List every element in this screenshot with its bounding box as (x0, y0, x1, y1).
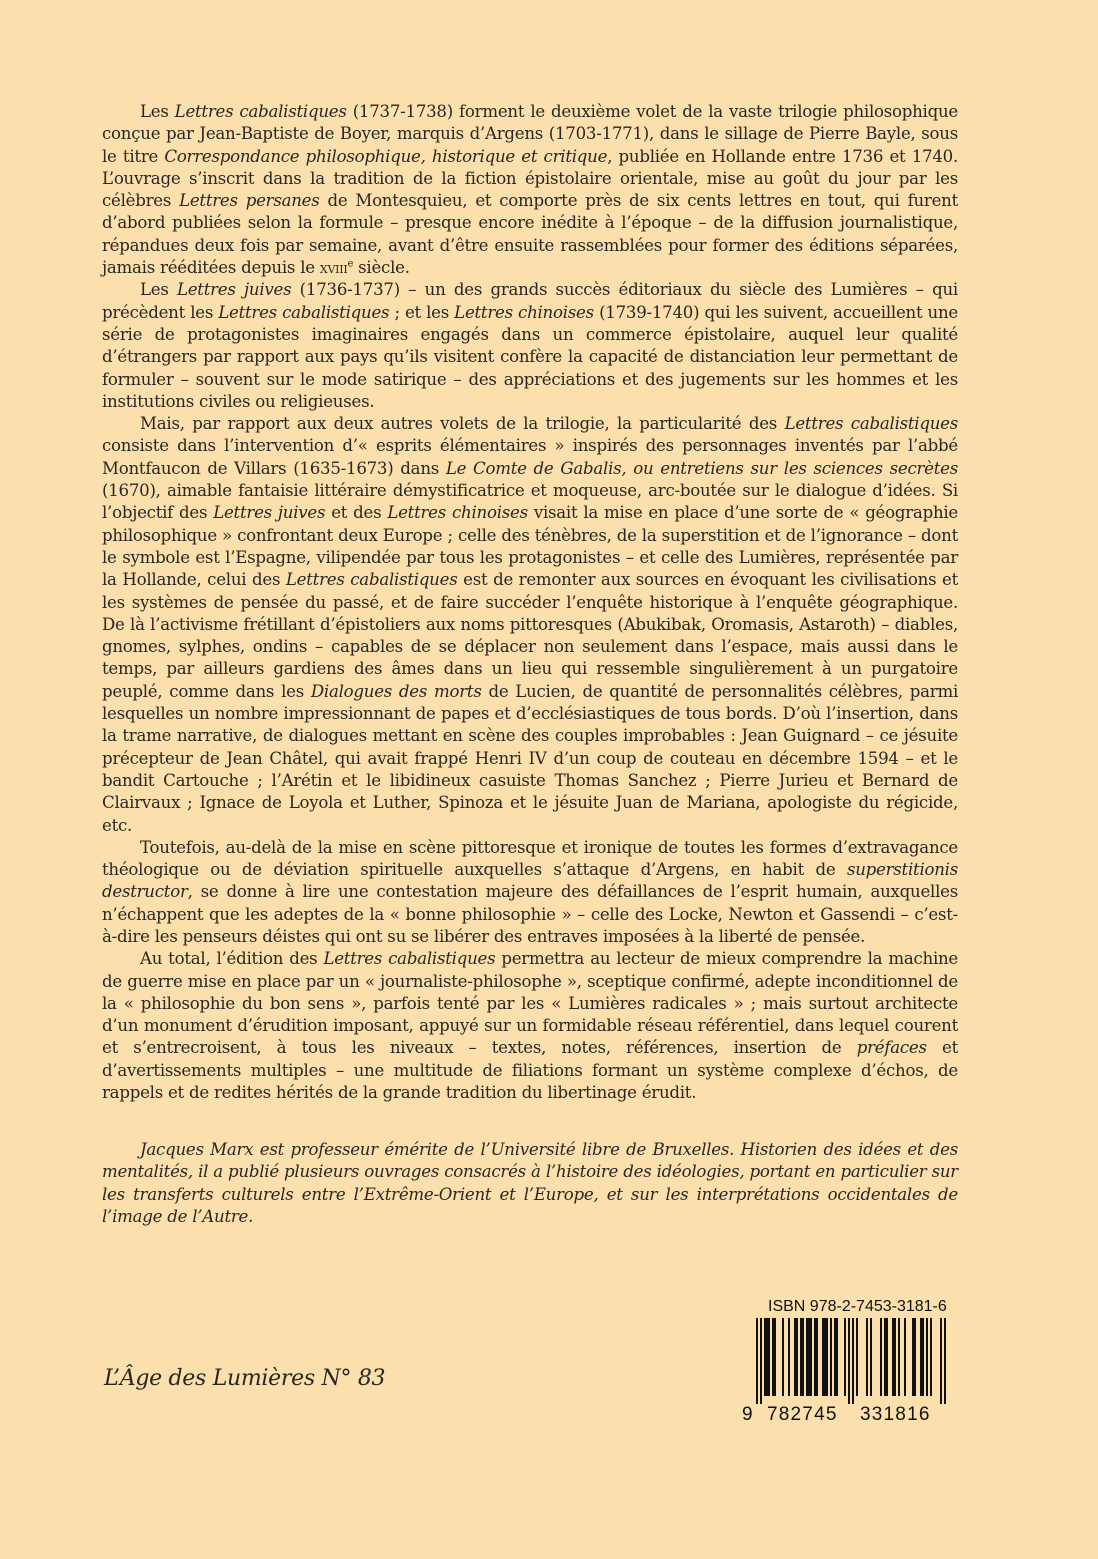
barcode-bar (774, 1318, 776, 1396)
barcode-bar (800, 1318, 802, 1396)
barcode-bars (742, 1318, 956, 1404)
text-run: ; et les (389, 302, 455, 322)
barcode-bar (870, 1318, 872, 1396)
italic-title: Le Comte de Gabalis, ou entretiens sur les sciences secrètes (445, 458, 958, 478)
barcode-bar (802, 1318, 804, 1396)
barcode-bar (866, 1318, 868, 1396)
text-run: de Lucien, de quantité de personnalités célèbres, parmi lesquelles un nombre impressionnant de papes et d’ecclésiastiques de tous bords. D’où l’insertion, dans la trame narrative, de dialogues mettant en scène des couples improbables : Jean Guignard – ce jésuite précepteur de Jean Châtel, qui avait frappé Henri IV d’un coup de couteau en décembre 1594 – et le bandit Cartouche ; l’Arétin et le libidineux casuiste Thomas Sanchez ; Pierre Jurieu et Bernard de Clairvaux ; Ignace de Loyola et Luther, Spinoza et le jésuite Juan de Mariana, apologiste du régicide, etc. (102, 681, 959, 835)
text-run: (1670), aimable fantaisie littéraire démystificatrice et moqueuse, arc-boutée sur le dialogue d’idées. Si l’objectif des (102, 481, 958, 523)
barcode-bar (844, 1318, 846, 1396)
barcode-bar (894, 1318, 896, 1396)
barcode-bar (796, 1318, 798, 1396)
barcode-bar (930, 1318, 932, 1396)
text-run: (1739-1740) qui les suivent, accueillent une série de protagonistes imaginaires engagés dans un commerce épistolaire, auquel leur qualité d’étrangers par rapport aux pays qu’ils visitent confère la capacité de distanciation leur permettant de formuler – souvent sur le mode satirique – des appréciations et des jugements sur les hommes et les institutions civiles ou religieuses. (102, 302, 958, 411)
barcode-bar (824, 1318, 826, 1396)
text-run: consiste dans l’intervention d’« esprits élémentaires » inspirés des personnages inventés par l’abbé Montfaucon de Villars (1635-1673) dans (102, 436, 958, 478)
text-run: (1736-1737) – un des grands succès éditoriaux du siècle des Lumières – qui précèdent les (102, 280, 958, 322)
italic-title: Lettres chinoises (387, 503, 528, 523)
barcode-bar (766, 1318, 768, 1396)
barcode-bar (912, 1318, 914, 1396)
barcode-bar (892, 1318, 894, 1396)
text-run: , se donne à lire une contestation majeure des défaillances de l’esprit humain, auxquelles n’échappent que les adeptes de la « bonne philosophie » – celle des Locke, Newton et Gassendi – c’est-à-dire les penseurs déistes qui ont su se libérer des entraves imposées à la liberté de pensée. (102, 882, 958, 946)
text-run: est de remonter aux sources en évoquant les civilisations et les systèmes de pensée du passé, et de faire succéder l’enquête historique à l’enquête géographique. De là l’activisme frétillant d’épistoliers aux noms pittoresques (Abukibak, Oromasis, Astaroth) – diables, gnomes, sylphes, ondins – capables de se déplacer non seulement dans l’espace, mais aussi dans le temps, par ailleurs gardiens des âmes dans un lieu qui ressemble singulièrement à un purgatoire peuplé, comme dans les (102, 570, 959, 701)
italic-title: Dialogues des morts (310, 681, 482, 701)
text-run: de Montesquieu, et comporte près de six cents lettres en tout, qui furent d’abord publiées selon la formule – presque encore inédite à l’époque – de la diffusion journalistique, répandues deux fois par semaine, avant d’être ensuite rassemblées pour former des éditions séparées, jamais rééditées depuis le (102, 191, 959, 278)
text-run: Au total, l’édition des (140, 949, 324, 969)
text-run: , publiée en Hollande entre 1736 et 1740. L’ouvrage s’inscrit dans la tradition de la fiction épistolaire orientale, mise au goût du jour par les célèbres (102, 146, 958, 211)
ean-first-digit: 9 (742, 1404, 753, 1425)
ean-digits (742, 1404, 956, 1426)
italic-title: préfaces (856, 1038, 927, 1058)
barcode-bar (826, 1318, 828, 1396)
text-run: Les (140, 280, 177, 300)
barcode-bar (880, 1318, 882, 1396)
barcode-bar (886, 1318, 888, 1396)
text-run: Toutefois, au-delà de la mise en scène pittoresque et ironique de toutes les formes d’extravagance théologique ou de déviation spirituelle auxquelles s’attaque d’Argens, en habit de (102, 837, 958, 880)
barcode-bar (904, 1318, 906, 1396)
barcode-bar (856, 1318, 858, 1396)
italic-title: Lettres persanes (179, 191, 320, 211)
italic-title: Lettres juives (213, 503, 326, 523)
barcode-bar (830, 1318, 832, 1396)
barcode-bar (926, 1318, 928, 1396)
paragraph (102, 948, 958, 1104)
barcode-bar (834, 1318, 836, 1396)
barcode-bar (764, 1318, 766, 1396)
italic-title: Lettres cabalistiques (174, 102, 347, 121)
ean-left-digits: 782745 (767, 1404, 838, 1425)
italic-title: Lettres chinoises (454, 302, 594, 322)
text-run: visait la mise en place d’une sorte de « géographie philosophique » confrontant deux Europe ; celle des ténèbres, de la superstition et de l’ignorance – dont le symbole est l’Espagne, vilipendée par tous les protagonistes – et celle des Lumières, représentée par la Hollande, celui des (102, 503, 959, 590)
barcode-bar (816, 1318, 818, 1396)
barcode-guard-bar (760, 1318, 762, 1404)
barcode-bar (808, 1318, 810, 1396)
paragraph (102, 279, 958, 413)
barcode-bar (814, 1318, 816, 1396)
italic-title: Lettres cabalistiques (323, 949, 496, 969)
text-run: (1737-1738) forment le deuxième volet de la vaste trilogie philosophique conçue par Jean-Baptiste de Boyer, marquis d’Argens (1703-1771), dans le sillage de Pierre Bayle, sous le titre (102, 102, 958, 166)
barcode-guard-bar (848, 1318, 850, 1404)
barcode-guard-bar (940, 1318, 942, 1404)
barcode-bar (768, 1318, 770, 1396)
paragraph (102, 101, 958, 279)
barcode-bar (920, 1318, 922, 1396)
barcode-bar (898, 1318, 900, 1396)
paragraph (102, 837, 958, 948)
barcode-bar (822, 1318, 824, 1396)
barcode-bar (788, 1318, 790, 1396)
italic-title: Lettres cabalistiques (218, 302, 390, 322)
summary-text (102, 101, 958, 1104)
text-run: et des (325, 503, 388, 523)
italic-title: Lettres cabalistiques (285, 570, 458, 590)
barcode-bar (810, 1318, 812, 1396)
italic-title: Lettres juives (176, 280, 292, 300)
series-title: L’Âge des Lumières N° 83 (104, 1366, 386, 1391)
barcode-guard-bar (944, 1318, 946, 1404)
text-run: et d’avertissements multiples – une multitude de filiations formant un système complexe d’échos, de rappels et de redites hérités de la grande tradition du libertinage érudit. (102, 1038, 958, 1103)
barcode-guard-bar (852, 1318, 854, 1404)
author-bio: Jacques Marx est professeur émérite de l’Université libre de Bruxelles. Historien des idées et des mentalités, il a publié plusieurs ouvrages consacrés à l’histoire des idéologies, portant en particulier sur les transferts culturels entre l’Extrême-Orient et l’Europe, et sur les interprétations occidentales de l’image de l’Autre. (102, 1140, 958, 1226)
small-caps: xviii (319, 259, 348, 278)
barcode-bar (914, 1318, 916, 1396)
text-run: Mais, par rapport aux deux autres volets de la trilogie, la particularité des (140, 414, 785, 434)
paragraph (102, 413, 958, 837)
barcode-bar (922, 1318, 924, 1396)
barcode-bar (794, 1318, 796, 1396)
barcode-bar (836, 1318, 838, 1396)
barcode-bar (782, 1318, 784, 1396)
barcode-bar (772, 1318, 774, 1396)
superscript: e (347, 258, 354, 270)
ean-right-digits: 331816 (860, 1404, 931, 1425)
isbn-label: ISBN 978-2-7453-3181-6 (768, 1298, 947, 1315)
text-run: permettra au lecteur de mieux comprendre la machine de guerre mise en place par un « journaliste-philosophe », sceptique confirmé, adepte inconditionnel de la « philosophie du bon sens », parfois tenté par les « Lumières radicales » ; mais surtout architecte d’un monument d’érudition imposant, appuyé sur un formidable réseau référentiel, dans lequel courent et s’entrecroisent, à tous les niveaux – textes, notes, références, insertion de (102, 949, 959, 1058)
isbn-barcode (742, 1298, 956, 1426)
italic-title: Lettres cabalistiques (784, 414, 959, 434)
barcode-guard-bar (756, 1318, 758, 1404)
text-run: Les (140, 102, 175, 121)
italic-title: superstitionis destructor (102, 860, 958, 902)
text-run: siècle. (353, 258, 410, 278)
barcode-bar (806, 1318, 808, 1396)
barcode-bar (884, 1318, 886, 1396)
italic-title: Correspondance philosophique, historique et critique (164, 146, 608, 166)
